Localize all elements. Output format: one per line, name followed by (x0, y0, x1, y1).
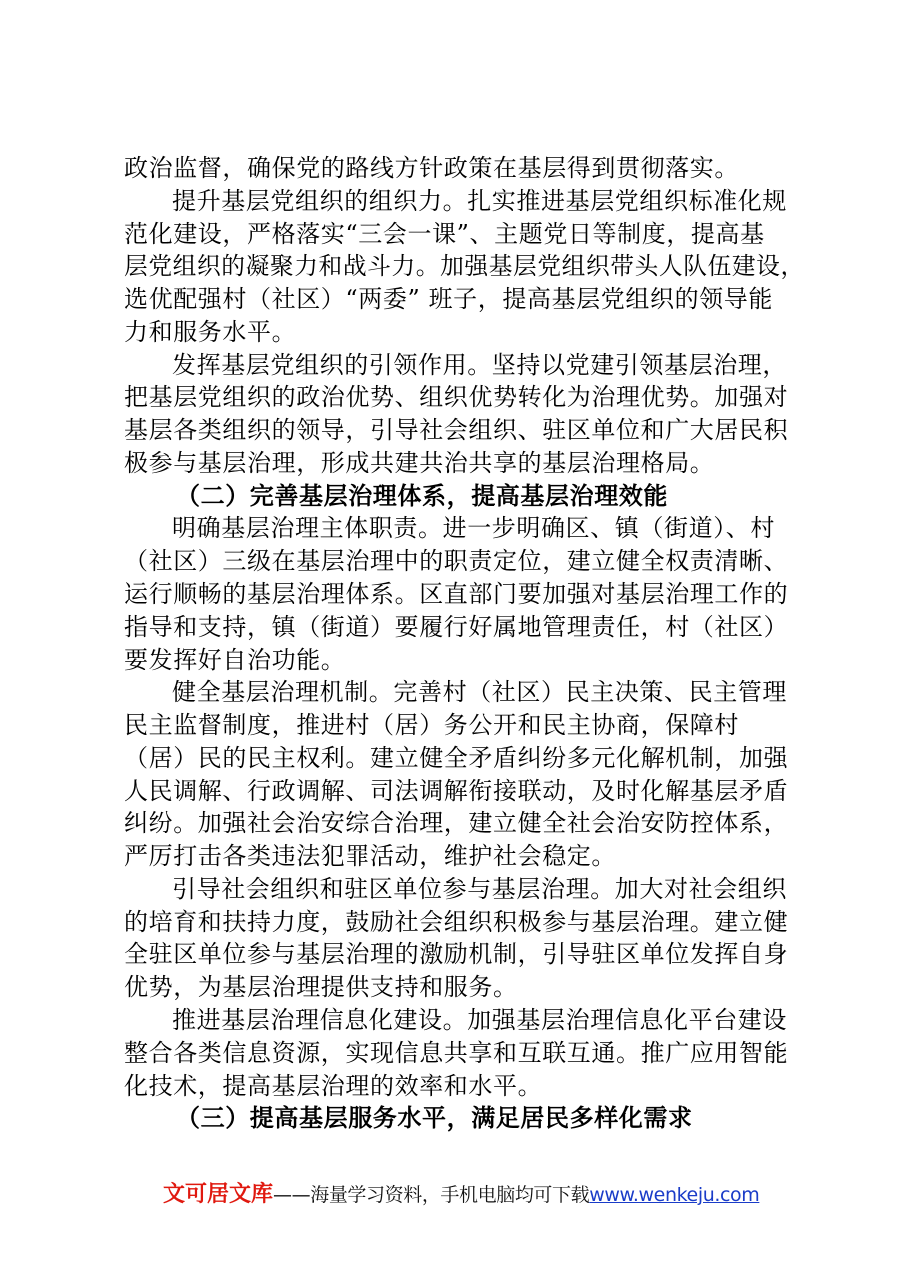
text-line: 人民调解、行政调解、司法调解衔接联动，及时化解基层矛盾 (124, 776, 789, 805)
text-line: 引导社会组织和驻区单位参与基层治理。加大对社会组织 (172, 874, 787, 903)
text-line: 化技术，提高基层治理的效率和水平。 (124, 1071, 543, 1100)
text-line: 推进基层治理信息化建设。加强基层治理信息化平台建设 (172, 1006, 787, 1035)
text-line: 极参与基层治理，形成共建共治共享的基层治理格局。 (124, 448, 715, 477)
text-line: 明确基层治理主体职责。进一步明确区、镇（街道）、村 (172, 514, 775, 543)
text-line: 政治监督，确保党的路线方针政策在基层得到贯彻落实。 (124, 154, 739, 182)
text-line: 纠纷。加强社会治安综合治理，建立健全社会治安防控体系， (124, 809, 789, 838)
section-heading: （二）完善基层治理体系，提高基层治理效能 (176, 480, 668, 510)
text-line: 优势，为基层治理提供支持和服务。 (124, 973, 518, 1002)
text-line: 民主监督制度，推进村（居）务公开和民主协商，保障村 (124, 711, 739, 740)
text-line: 健全基层治理机制。完善村（社区）民主决策、民主管理 (172, 678, 787, 707)
brand-name[interactable]: 文可居文库 (163, 1182, 274, 1207)
website-link[interactable]: www.wenkeju.com (589, 1184, 760, 1206)
text-line: 把基层党组织的政治优势、组织优势转化为治理优势。加强对 (124, 383, 789, 412)
text-line: （社区）三级在基层治理中的职责定位，建立健全权责清晰、 (124, 547, 789, 576)
text-line: 提升基层党组织的组织力。扎实推进基层党组织标准化规 (172, 186, 787, 215)
text-line: 力和服务水平。 (124, 317, 297, 346)
footer-banner (163, 1180, 759, 1210)
text-line: 基层各类组织的领导，引导社会组织、驻区单位和广大居民积 (124, 416, 789, 445)
text-line: 选优配强村（社区）“两委” 班子，提高基层党组织的领导能 (124, 285, 773, 314)
text-line: 要发挥好自治功能。 (124, 645, 346, 674)
text-line: 运行顺畅的基层治理体系。区直部门要加强对基层治理工作的 (124, 580, 789, 608)
text-line: 整合各类信息资源，实现信息共享和互联互通。推广应用智能 (124, 1038, 789, 1067)
footer-tagline: ——海量学习资料，手机电脑均可下载 (273, 1184, 590, 1206)
text-line: 全驻区单位参与基层治理的激励机制，引导驻区单位发挥自身 (124, 940, 789, 969)
text-line: 层党组织的凝聚力和战斗力。加强基层党组织带头人队伍建设， (124, 252, 805, 281)
text-line: 指导和支持，镇（街道）要履行好属地管理责任，村（社区） (124, 612, 789, 641)
text-line: 严厉打击各类违法犯罪活动，维护社会稳定。 (124, 842, 616, 871)
text-line: 范化建设，严格落实“三会一课”、主题党日等制度，提高基 (124, 219, 765, 248)
text-line: 发挥基层党组织的引领作用。坚持以党建引领基层治理， (172, 350, 787, 379)
text-line: 的培育和扶持力度，鼓励社会组织积极参与基层治理。建立健 (124, 907, 789, 936)
text-line: （居）民的民主权利。建立健全矛盾纠纷多元化解机制，加强 (124, 743, 789, 772)
section-heading: （三）提高基层服务水平，满足居民多样化需求 (176, 1103, 693, 1133)
